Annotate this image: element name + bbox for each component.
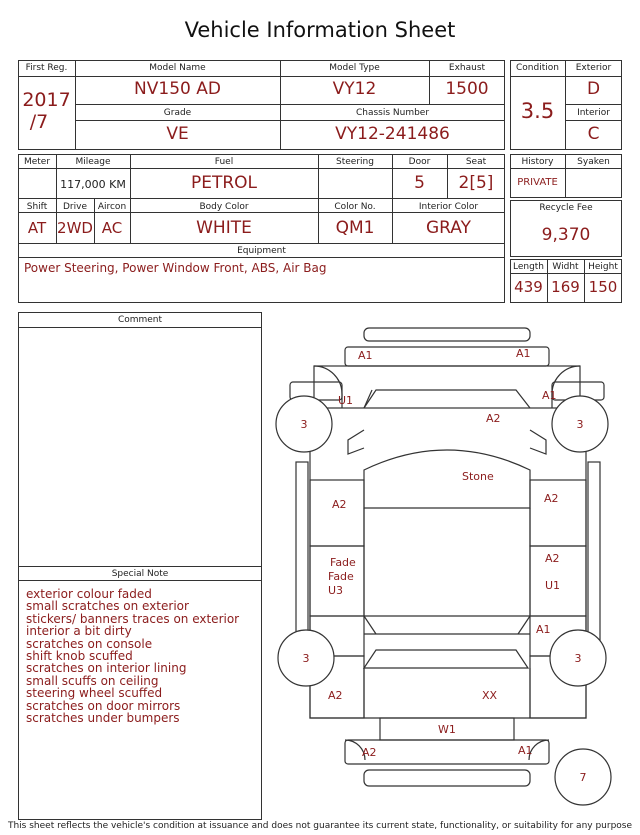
- damage-mark: U1: [545, 579, 561, 592]
- model-name-label: Model Name: [149, 63, 206, 73]
- damage-mark: A2: [362, 746, 377, 759]
- drive-value: 2WD: [57, 219, 93, 237]
- shift-value: AT: [27, 219, 47, 237]
- tire-mark: 3: [574, 652, 582, 665]
- fuel-value: PETROL: [190, 173, 258, 193]
- damage-mark: A1: [518, 744, 533, 757]
- mileage-label: Mileage: [75, 157, 111, 167]
- footer-disclaimer: This sheet reflects the vehicle's condition at issuance and does not guarantee its current state, functionality, or suitability for any purpose: [7, 821, 633, 831]
- special-note-item: small scratches on exterior: [26, 599, 189, 613]
- damage-mark: XX: [482, 689, 498, 702]
- damage-mark: A1: [542, 389, 557, 402]
- damage-mark: A2: [332, 498, 347, 511]
- equipment-value: Power Steering, Power Window Front, ABS, Air Bag: [24, 261, 327, 275]
- condition-value: 3.5: [520, 99, 555, 123]
- equipment-label: Equipment: [237, 246, 286, 256]
- height-value: 150: [588, 278, 618, 296]
- width-label: Widht: [552, 262, 579, 272]
- aircon-label: Aircon: [97, 202, 127, 212]
- damage-mark: Fade: [328, 570, 354, 583]
- chassis-label: Chassis Number: [355, 108, 430, 118]
- damage-mark: A1: [516, 347, 531, 360]
- history-value: PRIVATE: [517, 177, 558, 188]
- color-no-label: Color No.: [334, 202, 376, 212]
- door-value: 5: [414, 173, 425, 193]
- damage-mark: A2: [328, 689, 343, 702]
- body-color-label: Body Color: [199, 202, 249, 212]
- special-note-item: exterior colour faded: [26, 587, 152, 601]
- special-note-item: steering wheel scuffed: [26, 686, 163, 700]
- width-value: 169: [551, 278, 580, 296]
- special-note-item: stickers/ banners traces on exterior: [26, 612, 240, 626]
- recycle-fee-value: 9,370: [541, 225, 591, 245]
- damage-mark: A2: [545, 552, 560, 565]
- damage-mark: U3: [328, 584, 344, 597]
- special-note-item: scratches on door mirrors: [26, 699, 181, 713]
- damage-mark: Stone: [462, 470, 494, 483]
- door-label: Door: [408, 157, 431, 167]
- grade-label: Grade: [163, 108, 192, 118]
- model-type-value: VY12: [332, 79, 377, 99]
- steering-label: Steering: [336, 157, 374, 167]
- tire-mark: 3: [300, 418, 308, 431]
- first-reg-label: First Reg.: [25, 63, 68, 73]
- length-label: Length: [512, 262, 545, 272]
- height-label: Height: [588, 262, 618, 272]
- seat-label: Seat: [465, 157, 487, 167]
- interior-grade: C: [587, 124, 600, 144]
- recycle-fee-label: Recycle Fee: [539, 203, 593, 213]
- interior-color-value: GRAY: [426, 218, 471, 238]
- fuel-label: Fuel: [214, 157, 234, 167]
- car-damage-diagram: [270, 320, 635, 820]
- special-note-item: shift knob scuffed: [26, 649, 133, 663]
- exhaust-label: Exhaust: [448, 63, 486, 73]
- exhaust-value: 1500: [445, 79, 489, 99]
- shift-label: Shift: [26, 202, 48, 212]
- damage-mark: A2: [486, 412, 501, 425]
- length-value: 439: [514, 278, 543, 296]
- interior-label: Interior: [577, 108, 610, 118]
- tire-mark: 3: [302, 652, 310, 665]
- drive-label: Drive: [63, 202, 87, 212]
- special-note-item: small scuffs on ceiling: [26, 674, 159, 688]
- damage-mark: A1: [358, 349, 373, 362]
- first-reg-year: 2017: [22, 89, 71, 111]
- syaken-label: Syaken: [577, 157, 610, 167]
- history-label: History: [521, 157, 554, 167]
- aircon-value: AC: [101, 219, 123, 237]
- condition-label: Condition: [516, 63, 559, 73]
- model-type-label: Model Type: [329, 63, 380, 73]
- seat-value: 2[5]: [458, 173, 494, 193]
- interior-color-label: Interior Color: [418, 202, 479, 212]
- special-note-item: interior a bit dirty: [26, 624, 132, 638]
- color-no-value: QM1: [335, 218, 375, 238]
- chassis-value: VY12-241486: [335, 124, 450, 144]
- tire-mark: 3: [576, 418, 584, 431]
- damage-mark: W1: [438, 723, 456, 736]
- damage-mark: U1: [338, 394, 354, 407]
- special-note-item: scratches on console: [26, 637, 153, 651]
- exterior-label: Exterior: [575, 63, 612, 73]
- comment-label: Comment: [117, 315, 163, 325]
- special-note-item: scratches on interior lining: [26, 661, 187, 675]
- grade-value: VE: [166, 124, 189, 144]
- meter-label: Meter: [23, 157, 51, 167]
- mileage-value: 117,000 KM: [60, 178, 126, 191]
- damage-mark: Fade: [330, 556, 356, 569]
- spare-tire-mark: 7: [579, 771, 587, 784]
- special-note-label: Special Note: [111, 569, 169, 579]
- first-reg-month: /7: [29, 111, 49, 133]
- damage-mark: A1: [536, 623, 551, 636]
- damage-mark: A2: [544, 492, 559, 505]
- special-note-item: scratches under bumpers: [26, 711, 180, 725]
- model-name-value: NV150 AD: [134, 79, 221, 99]
- sheet-title: Vehicle Information Sheet: [184, 18, 456, 42]
- exterior-grade: D: [586, 79, 601, 99]
- body-color-value: WHITE: [196, 218, 252, 238]
